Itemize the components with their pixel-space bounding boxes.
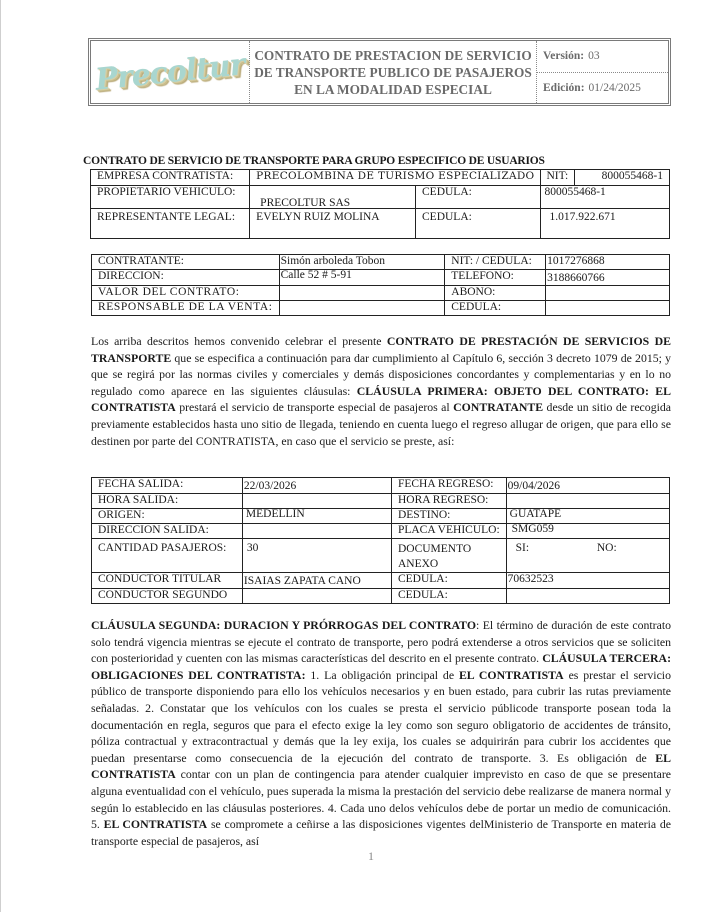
valor-value[interactable] — [279, 286, 445, 301]
text-run: que se especifica a continuación para dar cumplimiento al Capítulo 6, sección 3 decreto 1079 de 2015; y que se regirá por las normas civiles y comerciales y demás disposiciones concordantes y complementarias y en lo no regulado como aparece en las siguientes cláusulas: — [91, 350, 671, 398]
documento-label-line2: ANEXO — [397, 558, 439, 570]
cedula1-label: CEDULA: — [391, 573, 506, 589]
fecha-salida-value: 22/03/2026 — [242, 478, 391, 494]
table-row — [92, 589, 670, 604]
table-row — [92, 286, 670, 301]
document-header — [88, 38, 671, 106]
origen-label: ORIGEN: — [92, 509, 243, 524]
hora-regreso-value[interactable] — [506, 494, 669, 509]
pasajeros-value: 30 — [242, 539, 391, 573]
valor-label: VALOR DEL CONTRATO: — [92, 286, 280, 301]
text-run: desde un sitio de recogida previamente establecidos hasta uno sitio de llegada, teniendo en cuenta luego el regreso allugar de origen, que para ello se destinen por parte del CONTRATISTA, en caso que el servicio se preste, así: — [91, 400, 671, 448]
edition-row — [537, 72, 668, 104]
cedula2-label: CEDULA: — [391, 589, 506, 604]
empresa-label: EMPRESA CONTRATISTA: — [91, 170, 250, 186]
contratante-value: Simón arboleda Tobon — [279, 255, 445, 270]
nit-cedula-value: 1017276868 — [546, 255, 670, 270]
version-value: 03 — [588, 50, 600, 63]
propietario-label: PROPIETARIO VEHICULO: — [91, 186, 250, 209]
origen-value: MEDELLIN — [242, 509, 391, 524]
contratante-label: CONTRATANTE: — [92, 255, 280, 270]
table-row — [92, 270, 670, 286]
conductor-titular-value: ISAIAS ZAPATA CANO — [242, 573, 391, 589]
direccion-salida-label: DIRECCION SALIDA: — [92, 524, 243, 539]
fecha-regreso-label: FECHA REGRESO: — [391, 478, 506, 494]
client-table — [91, 254, 670, 316]
clause-heading: CLÁUSULA TERCERA: OBLIGACIONES DEL CONTRATISTA: — [91, 651, 672, 682]
page-number: 1 — [368, 849, 374, 863]
direccion-value: Calle 52 # 5-91 — [279, 270, 445, 286]
responsable-value[interactable] — [279, 301, 445, 316]
table-row — [91, 186, 670, 209]
nit-value: 800055468-1 — [575, 170, 670, 186]
title-line-1: CONTRATO DE PRESTACION DE SERVICIO — [254, 47, 532, 63]
nit-label: NIT: — [541, 170, 575, 186]
title-line-2: DE TRANSPORTE PUBLICO DE PASAJEROS — [254, 64, 532, 80]
table-row — [92, 573, 670, 589]
documento-anexo-options — [506, 539, 669, 573]
table-row — [91, 170, 670, 186]
trip-table — [91, 477, 670, 604]
edition-value: 01/24/2025 — [588, 81, 641, 94]
title-line-3: EN LA MODALIDAD ESPECIAL — [294, 81, 492, 97]
text-run: contar con un plan de contingencia para atender cualquier imprevisto en caso de que se presentare alguna eventualidad con el vehículo, pues superada la misma la prestación del servicio debe realizarse de manera normal y según lo establecido en las cláusulas posteriores. 4. Cada uno delos vehículos debe de portar un medio de comunicación. 5. — [91, 767, 671, 832]
documento-anexo-label — [391, 539, 506, 573]
hora-salida-label: HORA SALIDA: — [92, 494, 243, 509]
table-row — [92, 524, 670, 539]
telefono-value: 3188660766 — [546, 270, 670, 286]
version-row — [537, 41, 668, 72]
hora-regreso-label: HORA REGRESO: — [391, 494, 506, 509]
cedula-label: CEDULA: — [445, 301, 546, 316]
si-checkbox-label[interactable]: SI: — [515, 542, 530, 554]
cedula2-value[interactable] — [506, 589, 669, 604]
document-meta — [537, 41, 668, 103]
bold-run: CONTRATANTE — [453, 400, 544, 415]
responsable-label: RESPONSABLE DE LA VENTA: — [92, 301, 280, 316]
table-row — [92, 509, 670, 524]
representante-value: EVELYN RUIZ MOLINA — [250, 209, 416, 239]
table-row — [92, 539, 670, 573]
conductor-titular-label: CONDUCTOR TITULAR — [92, 573, 243, 589]
company-logo: Precoltur — [93, 46, 247, 98]
cedula-value[interactable] — [546, 301, 670, 316]
table-row — [92, 301, 670, 316]
clauses-paragraph — [91, 617, 671, 849]
page-edge — [0, 0, 1, 912]
direccion-salida-value[interactable] — [242, 524, 391, 539]
text-run: Los arriba descritos hemos convenido celebrar el presente — [91, 334, 387, 348]
text-run: prestará el servicio de transporte especial de pasajeros al — [175, 400, 454, 415]
logo-cell — [91, 41, 250, 103]
propietario-cedula-label: CEDULA: — [416, 186, 541, 209]
pasajeros-label: CANTIDAD PASAJEROS: — [92, 539, 243, 573]
representante-cedula-value: 1.017.922.671 — [541, 209, 670, 239]
text-run: 1. La obligación principal de — [305, 667, 459, 682]
propietario-value: PRECOLTUR SAS — [250, 186, 416, 209]
abono-label: ABONO: — [445, 286, 546, 301]
documento-label-line1: DOCUMENTO — [397, 543, 472, 555]
table-row — [92, 494, 670, 509]
cedula1-value: 70632523 — [506, 573, 669, 589]
bold-run: EL CONTRATISTA — [103, 817, 208, 832]
clause-heading: CLÁUSULA PRIMERA: OBJETO DEL CONTRATO: EL CONTRATISTA — [91, 383, 671, 415]
destino-label: DESTINO: — [391, 509, 506, 524]
table-row — [91, 209, 670, 239]
table-row — [92, 478, 670, 494]
table-row — [92, 255, 670, 270]
bold-run: CONTRATO DE PRESTACIÓN DE SERVICIOS DE TRANSPORTE — [91, 334, 672, 365]
telefono-label: TELEFONO: — [445, 270, 546, 286]
no-checkbox-label[interactable]: NO: — [596, 542, 617, 554]
placa-label: PLACA VEHICULO: — [391, 524, 506, 539]
text-run: : El término de duración de este contrato solo tendrá vigencia mientras se ejecute el contrato de transporte, pero podrá extenderse a otros servicios que se soliciten con posterioridad y cuenten con las mismas características del descrito en el presente contrato. — [91, 618, 671, 666]
bold-run: EL CONTRATISTA — [458, 667, 564, 682]
empresa-value: PRECOLOMBINA DE TURISMO ESPECIALIZADO — [250, 170, 541, 186]
edition-label: Edición: — [543, 81, 585, 94]
nit-cedula-label: NIT: / CEDULA: — [445, 255, 546, 270]
clause-heading: CLÁUSULA SEGUNDA: DURACION Y PRÓRROGAS DEL CONTRATO — [91, 618, 477, 632]
abono-value[interactable] — [546, 286, 670, 301]
fecha-salida-label: FECHA SALIDA: — [92, 478, 243, 494]
hora-salida-value[interactable] — [242, 494, 391, 509]
destino-value: GUATAPE — [506, 509, 669, 524]
representante-label: REPRESENTANTE LEGAL: — [91, 209, 250, 239]
text-run: se compromete a ceñirse a las disposiciones vigentes delMinisterio de Transporte en materia de transporte especial de pasajeros, así — [91, 817, 671, 848]
intro-paragraph — [91, 333, 671, 449]
text-run: es prestar el servicio público de transporte disponiendo para ello los vehículos necesarios y en buen estado, para cubrir las rutas previamente señaladas. 2. Constatar que los vehículos con los cuales se presta el servicio públicode transporte posean toda la documentación en regla, seguros que para el efecto exige la ley como son seguro obligatorio de accidentes de tránsito, póliza contractual y extracontractual y demás que la ley exija, los cuales se adquirirán para cubrir los accidentes que puedan presentarse como consecuencia de la ejecución del contrato de transporte. 3. Es obligación de — [91, 667, 671, 765]
fecha-regreso-value: 09/04/2026 — [506, 478, 669, 494]
representante-cedula-label: CEDULA: — [416, 209, 541, 239]
conductor-segundo-value[interactable] — [242, 589, 391, 604]
version-label: Versión: — [543, 50, 585, 63]
placa-value: SMG059 — [506, 524, 669, 539]
bold-run: EL CONTRATISTA — [91, 750, 671, 782]
direccion-label: DIRECCION: — [92, 270, 280, 286]
section-title: CONTRATO DE SERVICIO DE TRANSPORTE PARA GRUPO ESPECIFICO DE USUARIOS — [83, 155, 545, 167]
propietario-cedula-value: 800055468-1 — [541, 186, 670, 209]
conductor-segundo-label: CONDUCTOR SEGUNDO — [92, 589, 243, 604]
company-table — [90, 169, 670, 239]
document-title — [250, 41, 537, 103]
